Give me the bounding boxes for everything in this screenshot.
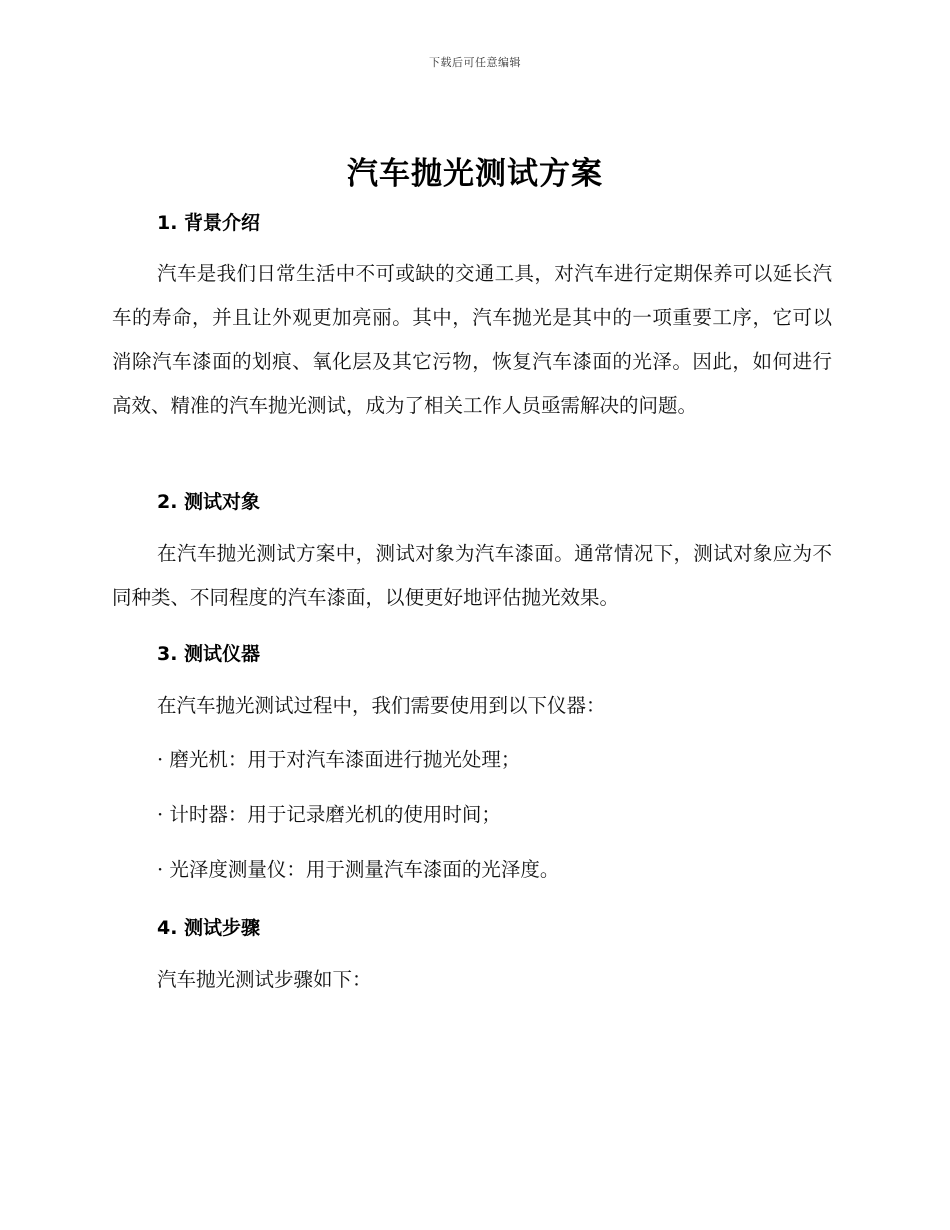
list-item: · 磨光机：用于对汽车漆面进行抛光处理； — [157, 748, 521, 771]
section-paragraph-background: 汽车是我们日常生活中不可或缺的交通工具，对汽车进行定期保养可以延长汽车的寿命，并且让外观更加亮丽。其中，汽车抛光是其中的一项重要工序，它可以消除汽车漆面的划痕、氧化层及其它污物，恢复汽车漆面的光泽。因此，如何进行高效、精准的汽车抛光测试，成为了相关工作人员亟需解决的问题。 — [112, 262, 832, 417]
section-paragraph-test-object: 在汽车抛光测试方案中，测试对象为汽车漆面。通常情况下，测试对象应为不同种类、不同程度的汽车漆面，以便更好地评估抛光效果。 — [112, 542, 832, 609]
section-heading-background: 1. 背景介绍 — [157, 212, 261, 234]
list-item: · 计时器：用于记录磨光机的使用时间； — [157, 803, 501, 826]
section-heading-test-object: 2. 测试对象 — [157, 491, 261, 513]
section-heading-instruments: 3. 测试仪器 — [157, 643, 261, 665]
test-steps-intro: 汽车抛光测试步骤如下： — [157, 968, 372, 991]
section-heading-test-steps: 4. 测试步骤 — [157, 917, 261, 939]
header-note: 下载后可任意编辑 — [429, 56, 521, 69]
document-title: 汽车抛光测试方案 — [347, 156, 603, 192]
list-item: · 光泽度测量仪：用于测量汽车漆面的光泽度。 — [157, 858, 560, 881]
instruments-intro: 在汽车抛光测试过程中，我们需要使用到以下仪器： — [157, 694, 606, 717]
